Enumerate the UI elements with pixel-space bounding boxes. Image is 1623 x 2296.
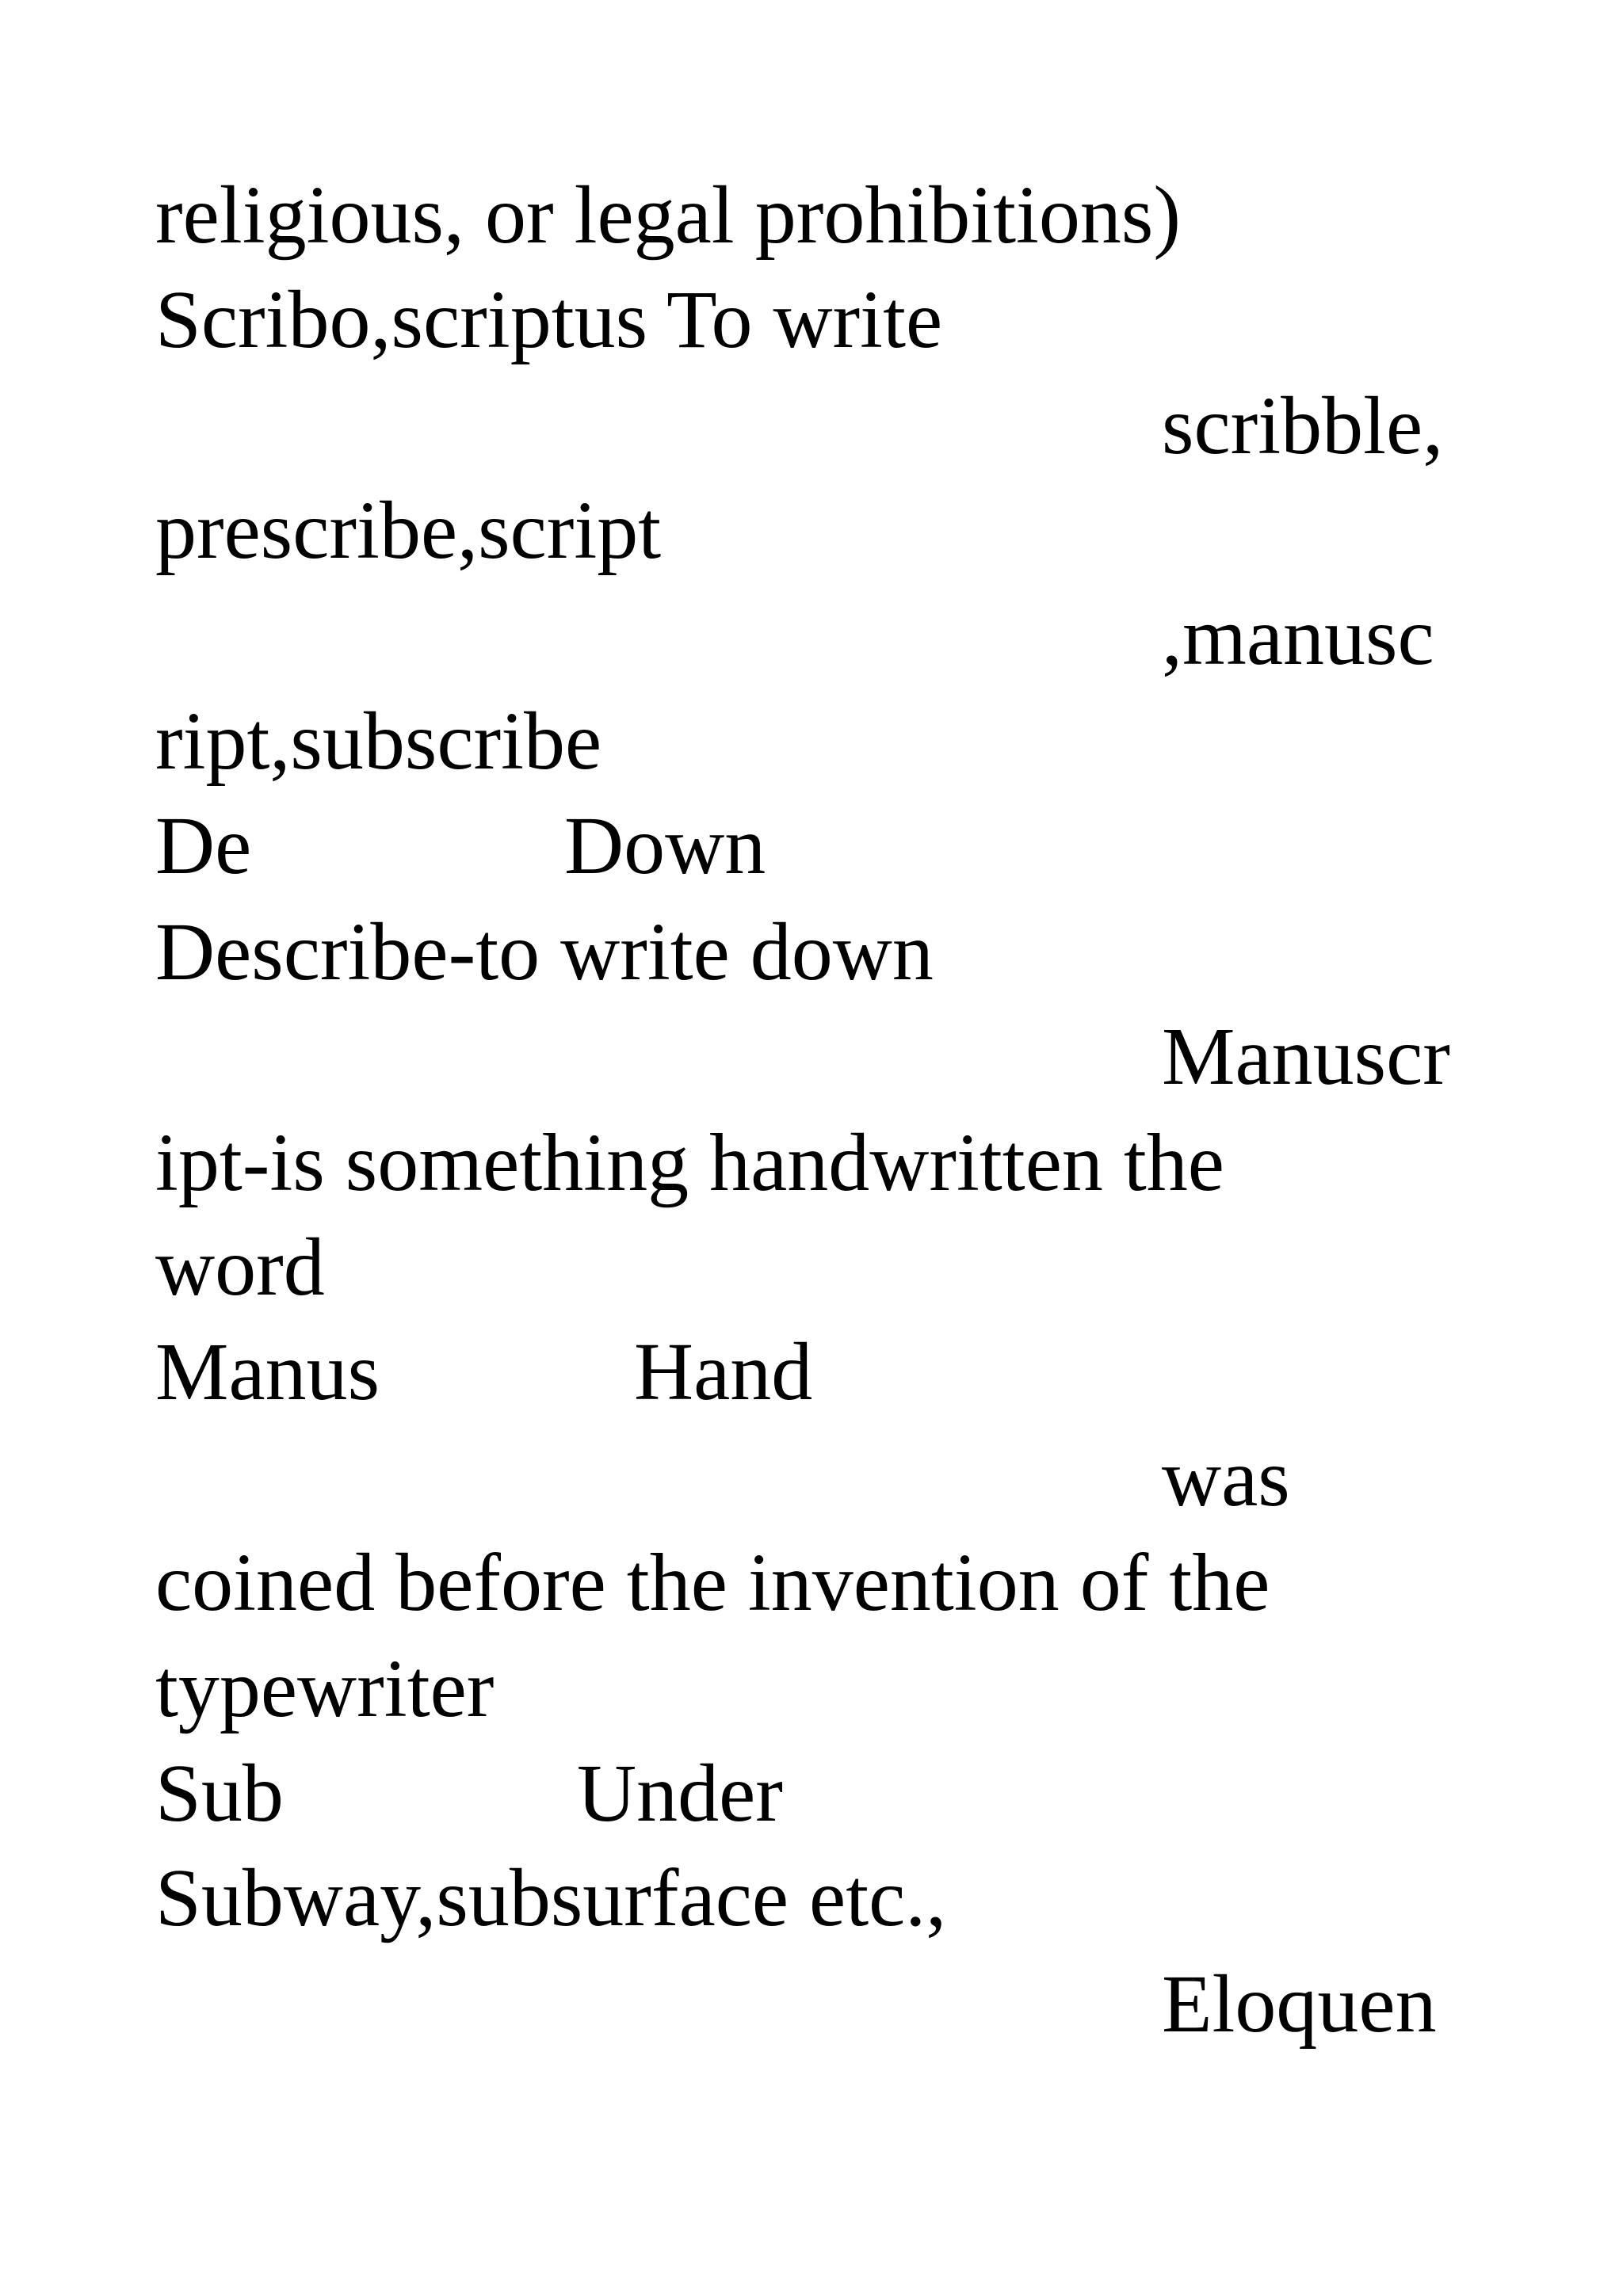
text-line: was (1162, 1432, 1290, 1524)
text-line: word (155, 1222, 325, 1313)
text-line: typewriter (155, 1643, 495, 1734)
text-line: Manus (155, 1326, 380, 1417)
text-line: Hand (634, 1326, 813, 1417)
text-line: De (155, 800, 252, 891)
text-line: ,manusc (1162, 591, 1434, 682)
text-line: Scribo,scriptus To write (155, 274, 943, 365)
text-line: Subway,subsurface etc., (155, 1852, 947, 1943)
text-line: Sub (155, 1748, 284, 1839)
text-line: Down (564, 800, 766, 891)
text-line: scribble, (1162, 380, 1444, 471)
text-line: prescribe,script (155, 485, 662, 576)
text-line: ript,subscribe (155, 696, 602, 787)
text-line: ipt-is something handwritten the (155, 1117, 1224, 1208)
text-line: religious, or legal prohibitions) (155, 170, 1182, 261)
text-line: Eloquen (1162, 1958, 1437, 2050)
text-line: coined before the invention of the (155, 1537, 1270, 1628)
text-line: Under (577, 1748, 783, 1839)
text-line: Manuscr (1162, 1011, 1450, 1102)
text-line: Describe-to write down (155, 906, 934, 997)
